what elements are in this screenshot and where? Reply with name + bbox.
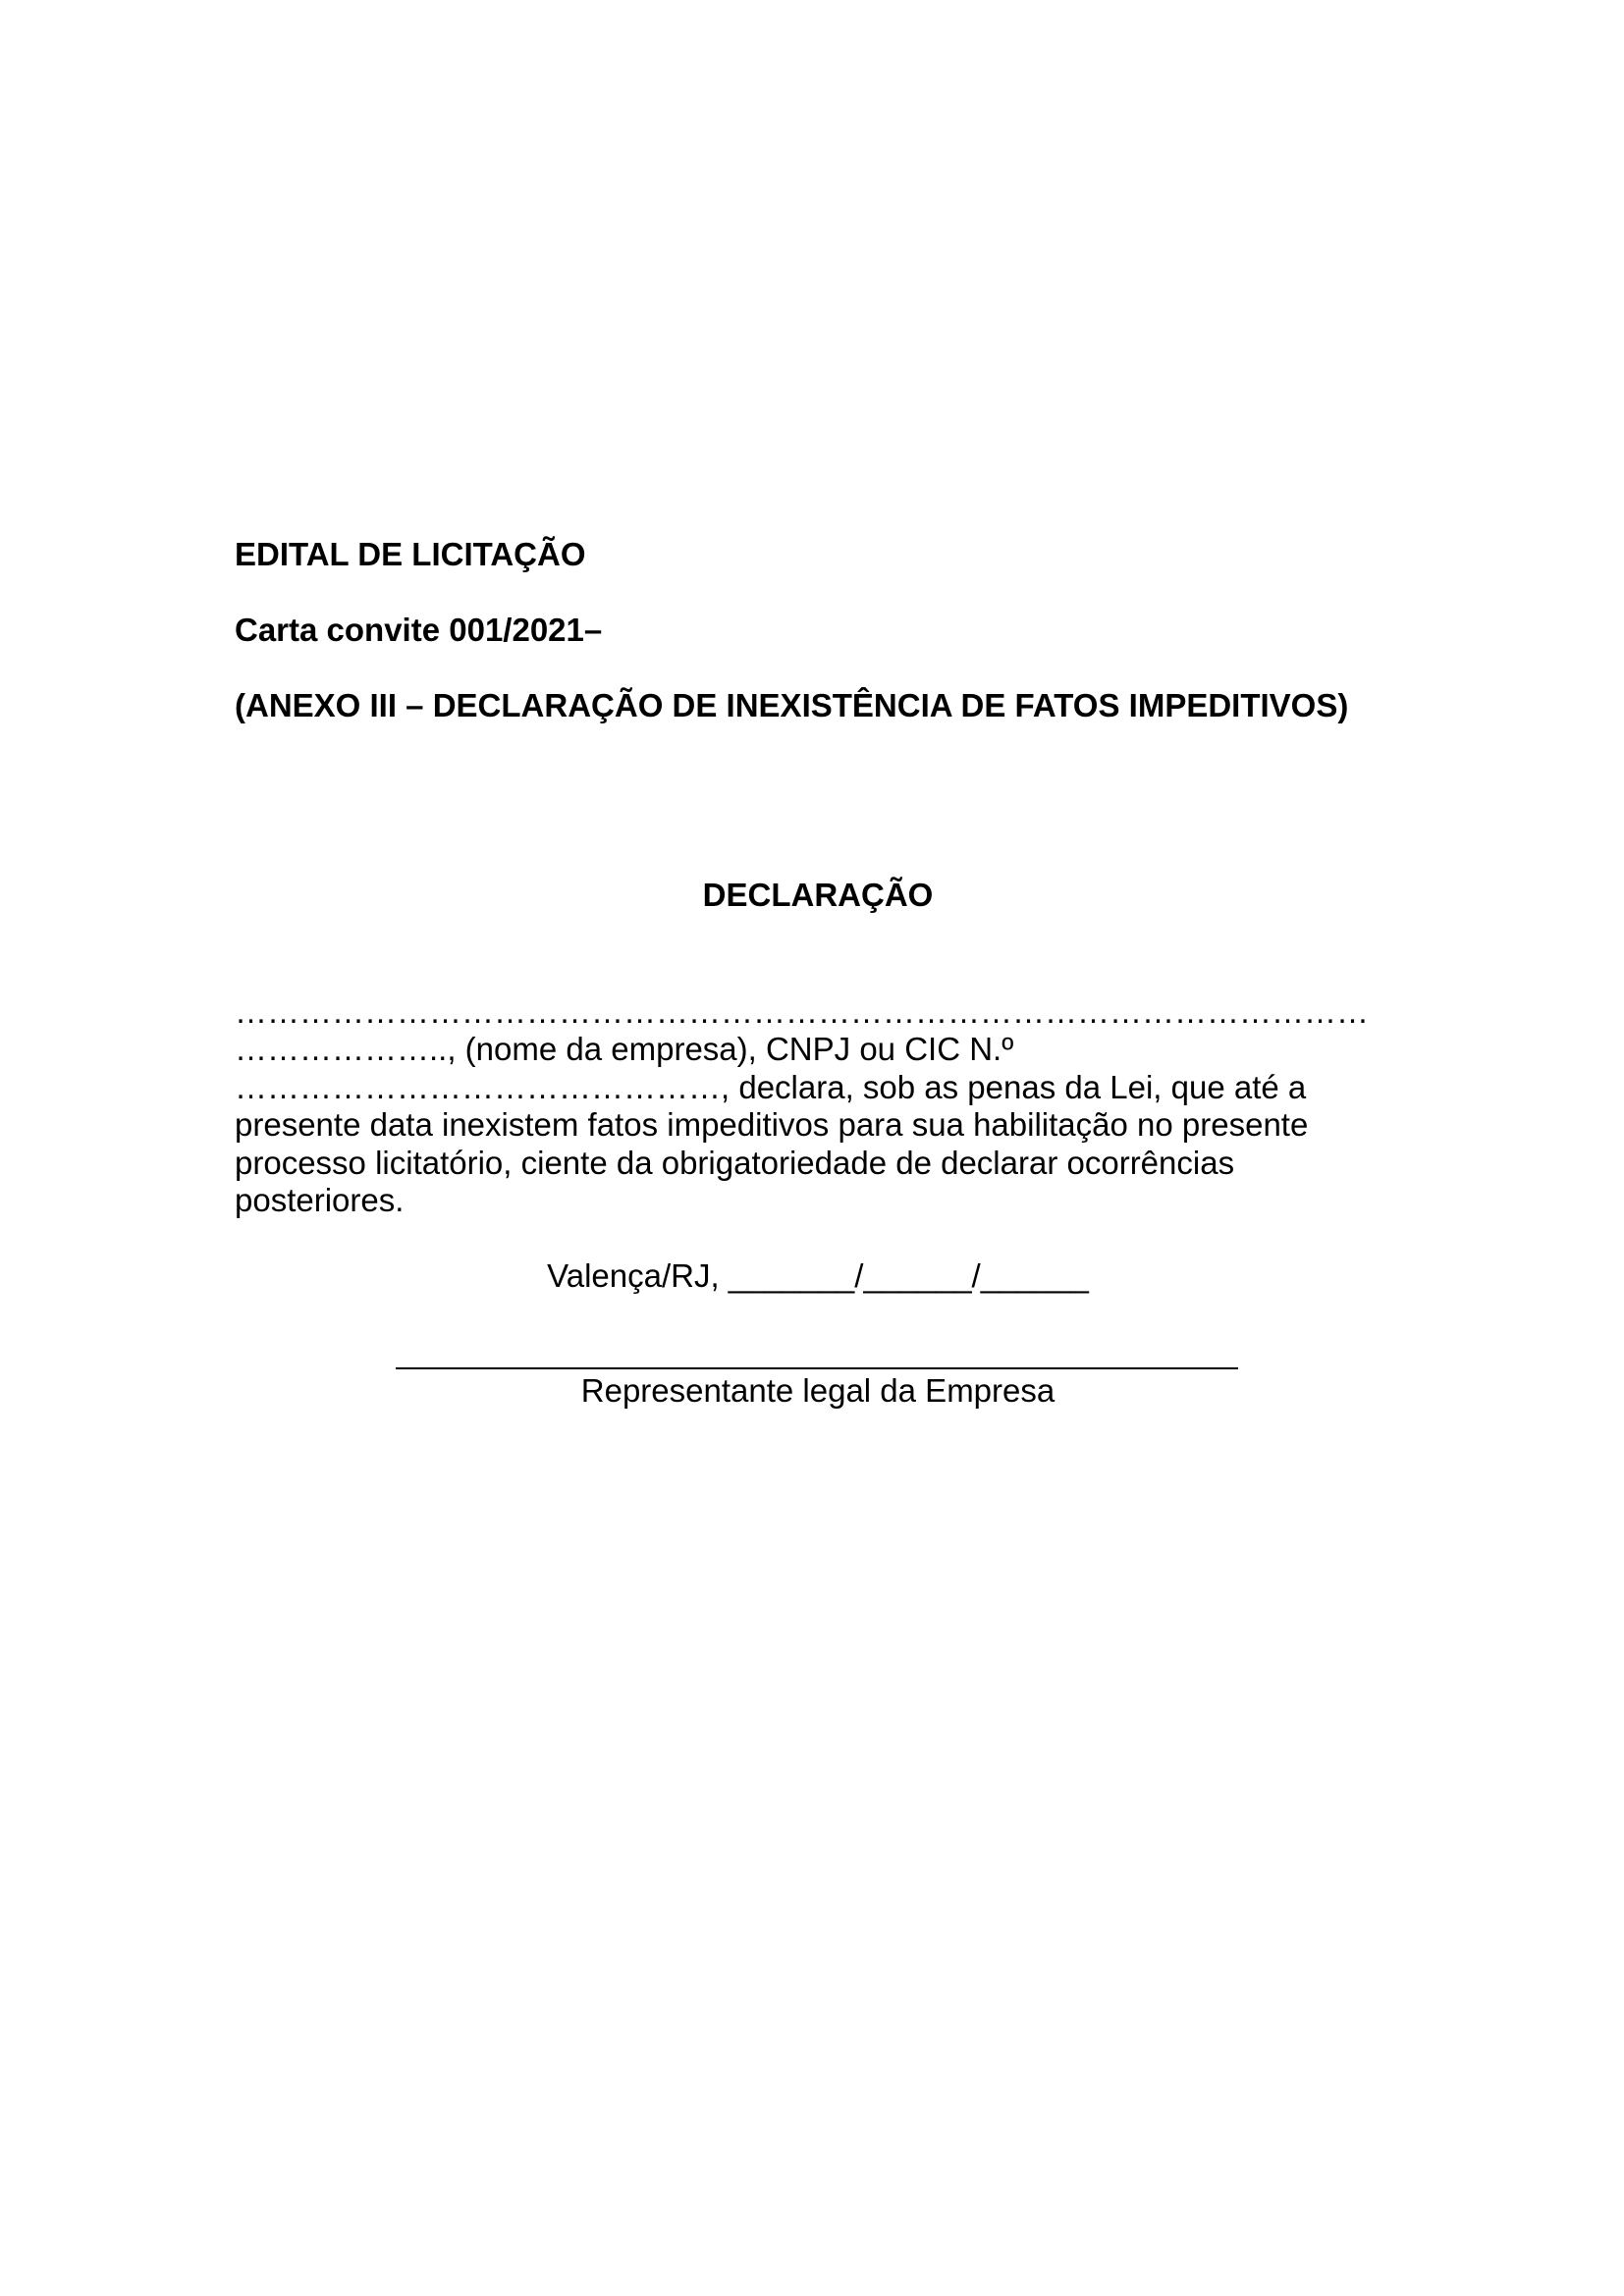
declaration-line: processo licitatório, ciente da obrigatoriedade de declarar ocorrências [235, 1145, 1235, 1181]
declaration-line: ……………….., (nome da empresa), CNPJ ou CIC N.º [235, 1031, 1014, 1067]
carta-convite-heading: Carta convite 001/2021– [235, 612, 603, 648]
declaration-line: presente data inexistem fatos impeditivos para sua habilitação no presente [235, 1106, 1309, 1143]
signature-label: Representante legal da Empresa [580, 1372, 1056, 1409]
declaration-line: …………………………………………………………………………………………… [235, 993, 1369, 1030]
declaration-line: posteriores. [235, 1182, 405, 1218]
signature-line [396, 1367, 1238, 1369]
edital-heading: EDITAL DE LICITAÇÃO [235, 536, 586, 572]
declaration-title: DECLARAÇÃO [702, 877, 934, 913]
declaration-line: ………………………………………, declara, sob as penas da Lei, que até a [235, 1069, 1307, 1105]
anexo-heading: (ANEXO III – DECLARAÇÃO DE INEXISTÊNCIA DE FATOS IMPEDITIVOS) [235, 687, 1349, 723]
date-line: Valença/RJ, _______/______/______ [547, 1257, 1089, 1294]
